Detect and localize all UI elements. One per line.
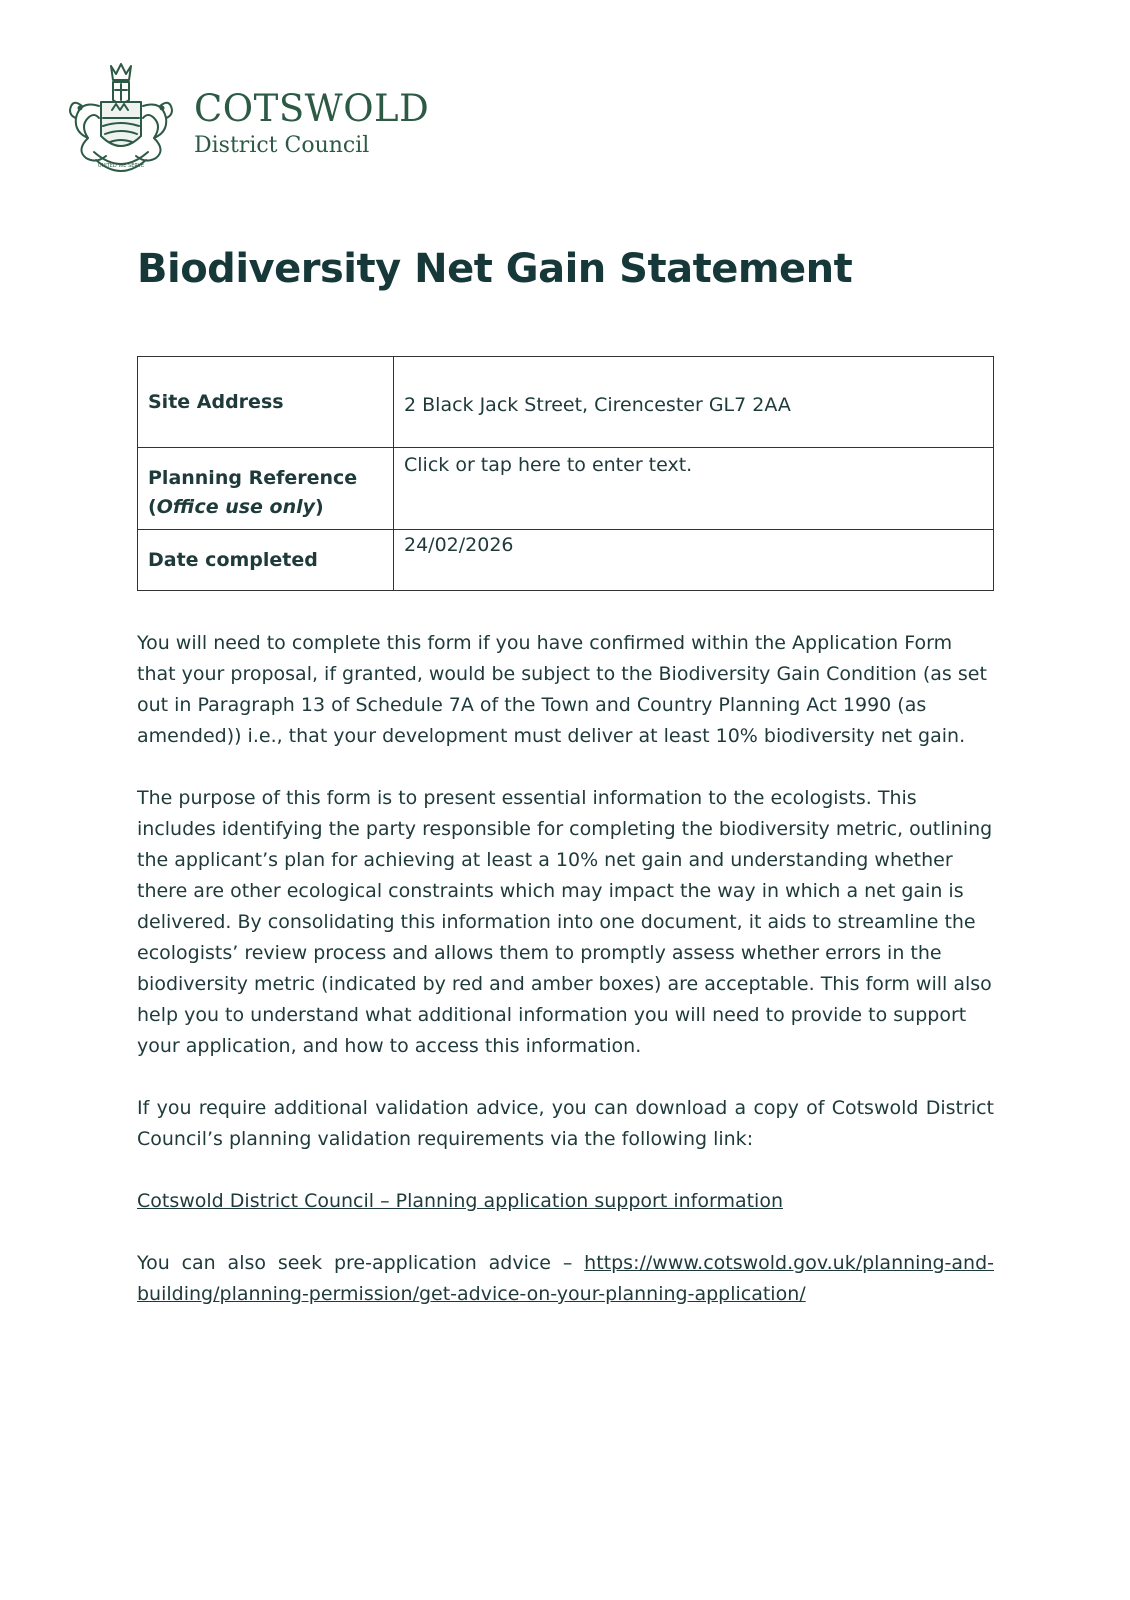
planning-reference-field[interactable]: Click or tap here to enter text. bbox=[394, 448, 994, 530]
site-address-field[interactable]: 2 Black Jack Street, Cirencester GL7 2AA bbox=[394, 357, 994, 448]
site-address-label: Site Address bbox=[138, 357, 394, 448]
council-name: COTSWOLD bbox=[194, 87, 430, 130]
site-details-table bbox=[137, 356, 994, 591]
planning-reference-label-cell: Planning Reference (Office use only) bbox=[138, 448, 394, 530]
pre-application-link[interactable]: https://www.cotswold.gov.uk/planning-and-building/planning-permission/get-advice-on-your-planning-application/ bbox=[137, 1252, 994, 1305]
council-crest-icon bbox=[66, 60, 176, 178]
pre-application-text: You can also seek pre-application advice – bbox=[137, 1252, 585, 1274]
date-completed-field[interactable]: 24/02/2026 bbox=[394, 530, 994, 591]
page-title: Biodiversity Net Gain Statement bbox=[137, 246, 853, 292]
support-link-paragraph bbox=[137, 1186, 994, 1217]
purpose-paragraph: The purpose of this form is to present essential information to the ecologists. This includes identifying the party responsible for completing the biodiversity metric, outlining the applicant’s plan for achieving at least a 10% net gain and understanding whether there are other ecological constraints which may impact the way in which a net gain is delivered. By consolidating this information into one document, it aids to streamline the ecologists’ review process and allows them to promptly assess whether errors in the biodiversity metric (indicated by red and amber boxes) are acceptable. This form will also help you to understand what additional information you will need to provide to support your application, and how to access this information. bbox=[137, 787, 993, 1057]
date-completed-label: Date completed bbox=[138, 530, 394, 591]
table-row bbox=[138, 448, 994, 530]
pre-application-paragraph bbox=[137, 1248, 994, 1310]
council-logo bbox=[66, 60, 466, 180]
body-text bbox=[137, 628, 994, 1341]
intro-paragraph: You will need to complete this form if you have confirmed within the Application Form that your proposal, if granted, would be subject to the Biodiversity Gain Condition (as set out in Paragraph 13 of Schedule 7A of the Town and Country Planning Act 1990 (as amended)) i.e., that your development must deliver at least 10% biodiversity net gain. bbox=[137, 632, 987, 747]
logo-text bbox=[194, 87, 430, 158]
crest-motto: UNITED WE SERVE bbox=[97, 163, 145, 169]
support-information-link[interactable]: Cotswold District Council – Planning application support information bbox=[137, 1190, 783, 1212]
office-use-note: Office use only bbox=[156, 496, 316, 518]
table-row bbox=[138, 357, 994, 448]
validation-advice-paragraph: If you require additional validation advice, you can download a copy of Cotswold District Council’s planning validation requirements via the following link: bbox=[137, 1097, 994, 1150]
planning-reference-label: Planning Reference bbox=[148, 467, 358, 489]
council-subtitle: District Council bbox=[194, 133, 370, 158]
table-row bbox=[138, 530, 994, 591]
